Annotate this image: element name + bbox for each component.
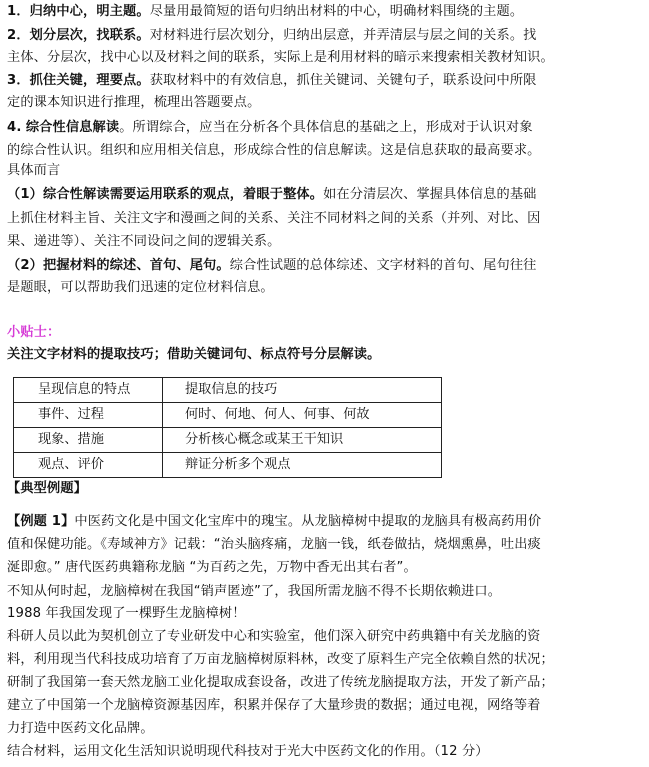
method-1 (7, 3, 523, 21)
example-line (7, 513, 541, 531)
subpoint-2-continuation: 是题眼，可以帮助我们迅速的定位材料信息。 (7, 280, 274, 295)
method-4 (7, 119, 533, 137)
table-cell: 现象、措施 (14, 428, 163, 453)
table-header-cell: 呈现信息的特点 (14, 378, 163, 403)
example-line: 科研人员以此为契机创立了专业研发中心和实验室，他们深入研究中药典籍中有关龙脑的资 (7, 629, 541, 644)
table-row (14, 428, 442, 453)
method-2 (7, 27, 537, 45)
example-question: 结合材料，运用文化生活知识说明现代科技对于光大中医药文化的作用。（12 分） (7, 744, 489, 759)
subpoint-2 (7, 257, 537, 275)
subpoint-1-continuation: 上抓住材料主旨、关注文字和漫画之间的关系、关注不同材料之间的关系（并列、对比、因 (7, 211, 541, 226)
method-2-text: 对材料进行层次划分，归纳出层意，并弄清层与层之间的关系。找 (149, 28, 537, 43)
extraction-tips-table (13, 377, 442, 478)
table-cell: 何时、何地、何人、何事、何故 (163, 403, 442, 428)
method-2-title: 划分层次，找联系。 (29, 28, 150, 43)
table-row (14, 403, 442, 428)
example-line: 不知从何时起，龙脑樟树在我国“销声匿迹”了，我国所需龙脑不得不长期依赖进口。 (7, 584, 502, 599)
example-line: 料，利用现当代科技成功培育了万亩龙脑樟树原料林，改变了原料生产完全依赖自然的状况； (7, 652, 554, 667)
method-3-title: 抓住关键，理要点。 (29, 73, 150, 88)
table-row (14, 453, 442, 478)
example-line: 力打造中医药文化品牌。 (7, 721, 154, 736)
table-header-row (14, 378, 442, 403)
method-2-number: 2． (7, 28, 30, 43)
method-3-continuation: 定的课本知识进行推理，梳理出答题要点。 (7, 95, 261, 110)
method-1-text: 尽量用最简短的语句归纳出材料的中心，明确材料围绕的主题。 (149, 4, 524, 19)
method-4-continuation: 的综合性认识。组织和应用相关信息，形成综合性的信息解读。这是信息获取的最高要求。 (7, 143, 541, 158)
tip-label: 小贴士： (7, 325, 61, 340)
subpoint-2-text: 综合性试题的总体综述、文字材料的首句、尾句往往 (229, 258, 537, 273)
example-line: 1988 年我国发现了一棵野生龙脑樟树！ (7, 606, 246, 621)
method-4-text: 。所谓综合，应当在分析各个具体信息的基础之上，形成对于认识对象 (119, 120, 533, 135)
example-line-text: 中医药文化是中国文化宝库中的瑰宝。从龙脑樟树中提取的龙脑具有极高药用价 (74, 514, 542, 529)
subpoint-1-text: 如在分清层次、掌握具体信息的基础 (323, 187, 537, 202)
table-header-cell: 提取信息的技巧 (163, 378, 442, 403)
method-1-title: 归纳中心，明主题。 (29, 4, 150, 19)
example-label: 【例题 1】 (7, 514, 75, 529)
example-line: 涎即愈。” 唐代医药典籍称龙脑 “为百药之先，万物中香无出其右者”。 (7, 560, 417, 575)
method-4-number: 4. (7, 120, 22, 135)
subpoint-1-continuation-2: 果、递进等）、关注不同设问之间的逻辑关系。 (7, 234, 281, 249)
method-3 (7, 72, 537, 90)
method-4-continuation-2: 具体而言 (7, 163, 61, 178)
method-4-title: 综合性信息解读 (25, 120, 120, 135)
method-1-number: 1． (7, 4, 30, 19)
subpoint-1-title: （1）综合性解读需要运用联系的观点，着眼于整体。 (7, 187, 324, 202)
method-2-continuation: 主体、分层次，找中心以及材料之间的联系，实际上是利用材料的暗示来搜索相关教材知识。 (7, 50, 554, 65)
example-line: 值和保健功能。《寿域神方》记载：“治头脑疼痛，龙脑一钱，纸卷做拈，烧烟熏鼻，吐出痰 (7, 537, 541, 552)
example-heading: 【典型例题】 (7, 481, 88, 496)
method-3-number: 3． (7, 73, 30, 88)
tip-text: 关注文字材料的提取技巧；借助关键词句、标点符号分层解读。 (7, 347, 381, 362)
table-cell: 观点、评价 (14, 453, 163, 478)
table-cell: 辩证分析多个观点 (163, 453, 442, 478)
table-cell: 事件、过程 (14, 403, 163, 428)
example-line: 建立了中国第一个龙脑樟资源基因库，积累并保存了大量珍贵的数据；通过电视，网络等着 (7, 698, 541, 713)
example-line: 研制了我国第一套天然龙脑工业化提取成套设备，改进了传统龙脑提取方法，开发了新产品； (7, 675, 554, 690)
subpoint-1 (7, 186, 537, 204)
subpoint-2-title: （2）把握材料的综述、首句、尾句。 (7, 258, 230, 273)
method-3-text: 获取材料中的有效信息，抓住关键词、关键句子，联系设问中所限 (149, 73, 537, 88)
table-cell: 分析核心概念或某王干知识 (163, 428, 442, 453)
